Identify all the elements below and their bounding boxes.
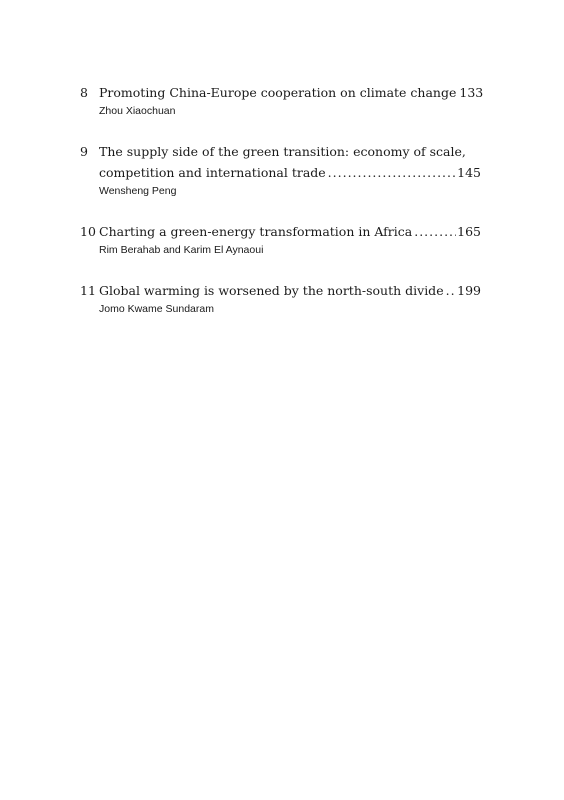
chapter-title-line-1: The supply side of the green transition: economy of scale, <box>99 144 466 159</box>
toc-entry-chapter-11[interactable] <box>80 280 481 317</box>
chapter-author: Jomo Kwame Sundaram <box>99 303 214 315</box>
page-number: 133 <box>459 85 484 100</box>
chapter-number: 11 <box>80 283 96 298</box>
chapter-author: Rim Berahab and Karim El Aynaoui <box>99 244 264 256</box>
table-of-contents <box>80 82 484 339</box>
chapter-author: Wensheng Peng <box>99 185 177 197</box>
dot-leader <box>414 221 456 242</box>
page-number: 165 <box>457 224 481 239</box>
dot-leader <box>328 162 456 183</box>
chapter-number: 9 <box>80 144 88 159</box>
toc-entry-chapter-8[interactable] <box>80 82 484 119</box>
chapter-number: 8 <box>80 85 88 100</box>
chapter-author: Zhou Xiaochuan <box>99 105 176 117</box>
toc-entry-chapter-10[interactable] <box>80 221 481 258</box>
chapter-title-line-2: competition and international trade <box>99 165 326 180</box>
toc-title-line <box>80 280 481 301</box>
dot-leader <box>446 280 457 301</box>
chapter-title: Charting a green-energy transformation in Africa <box>99 224 413 239</box>
page-number: 199 <box>457 283 481 298</box>
chapter-title: Global warming is worsened by the north-south divide <box>99 283 444 298</box>
chapter-title: Promoting China-Europe cooperation on climate change <box>99 85 457 100</box>
toc-title-line-continued <box>80 162 481 183</box>
chapter-number: 10 <box>80 224 96 239</box>
toc-entry-chapter-9[interactable] <box>80 141 481 199</box>
toc-title-line <box>80 82 484 103</box>
toc-title-line <box>80 141 481 162</box>
page-number: 145 <box>457 165 481 180</box>
toc-title-line <box>80 221 481 242</box>
